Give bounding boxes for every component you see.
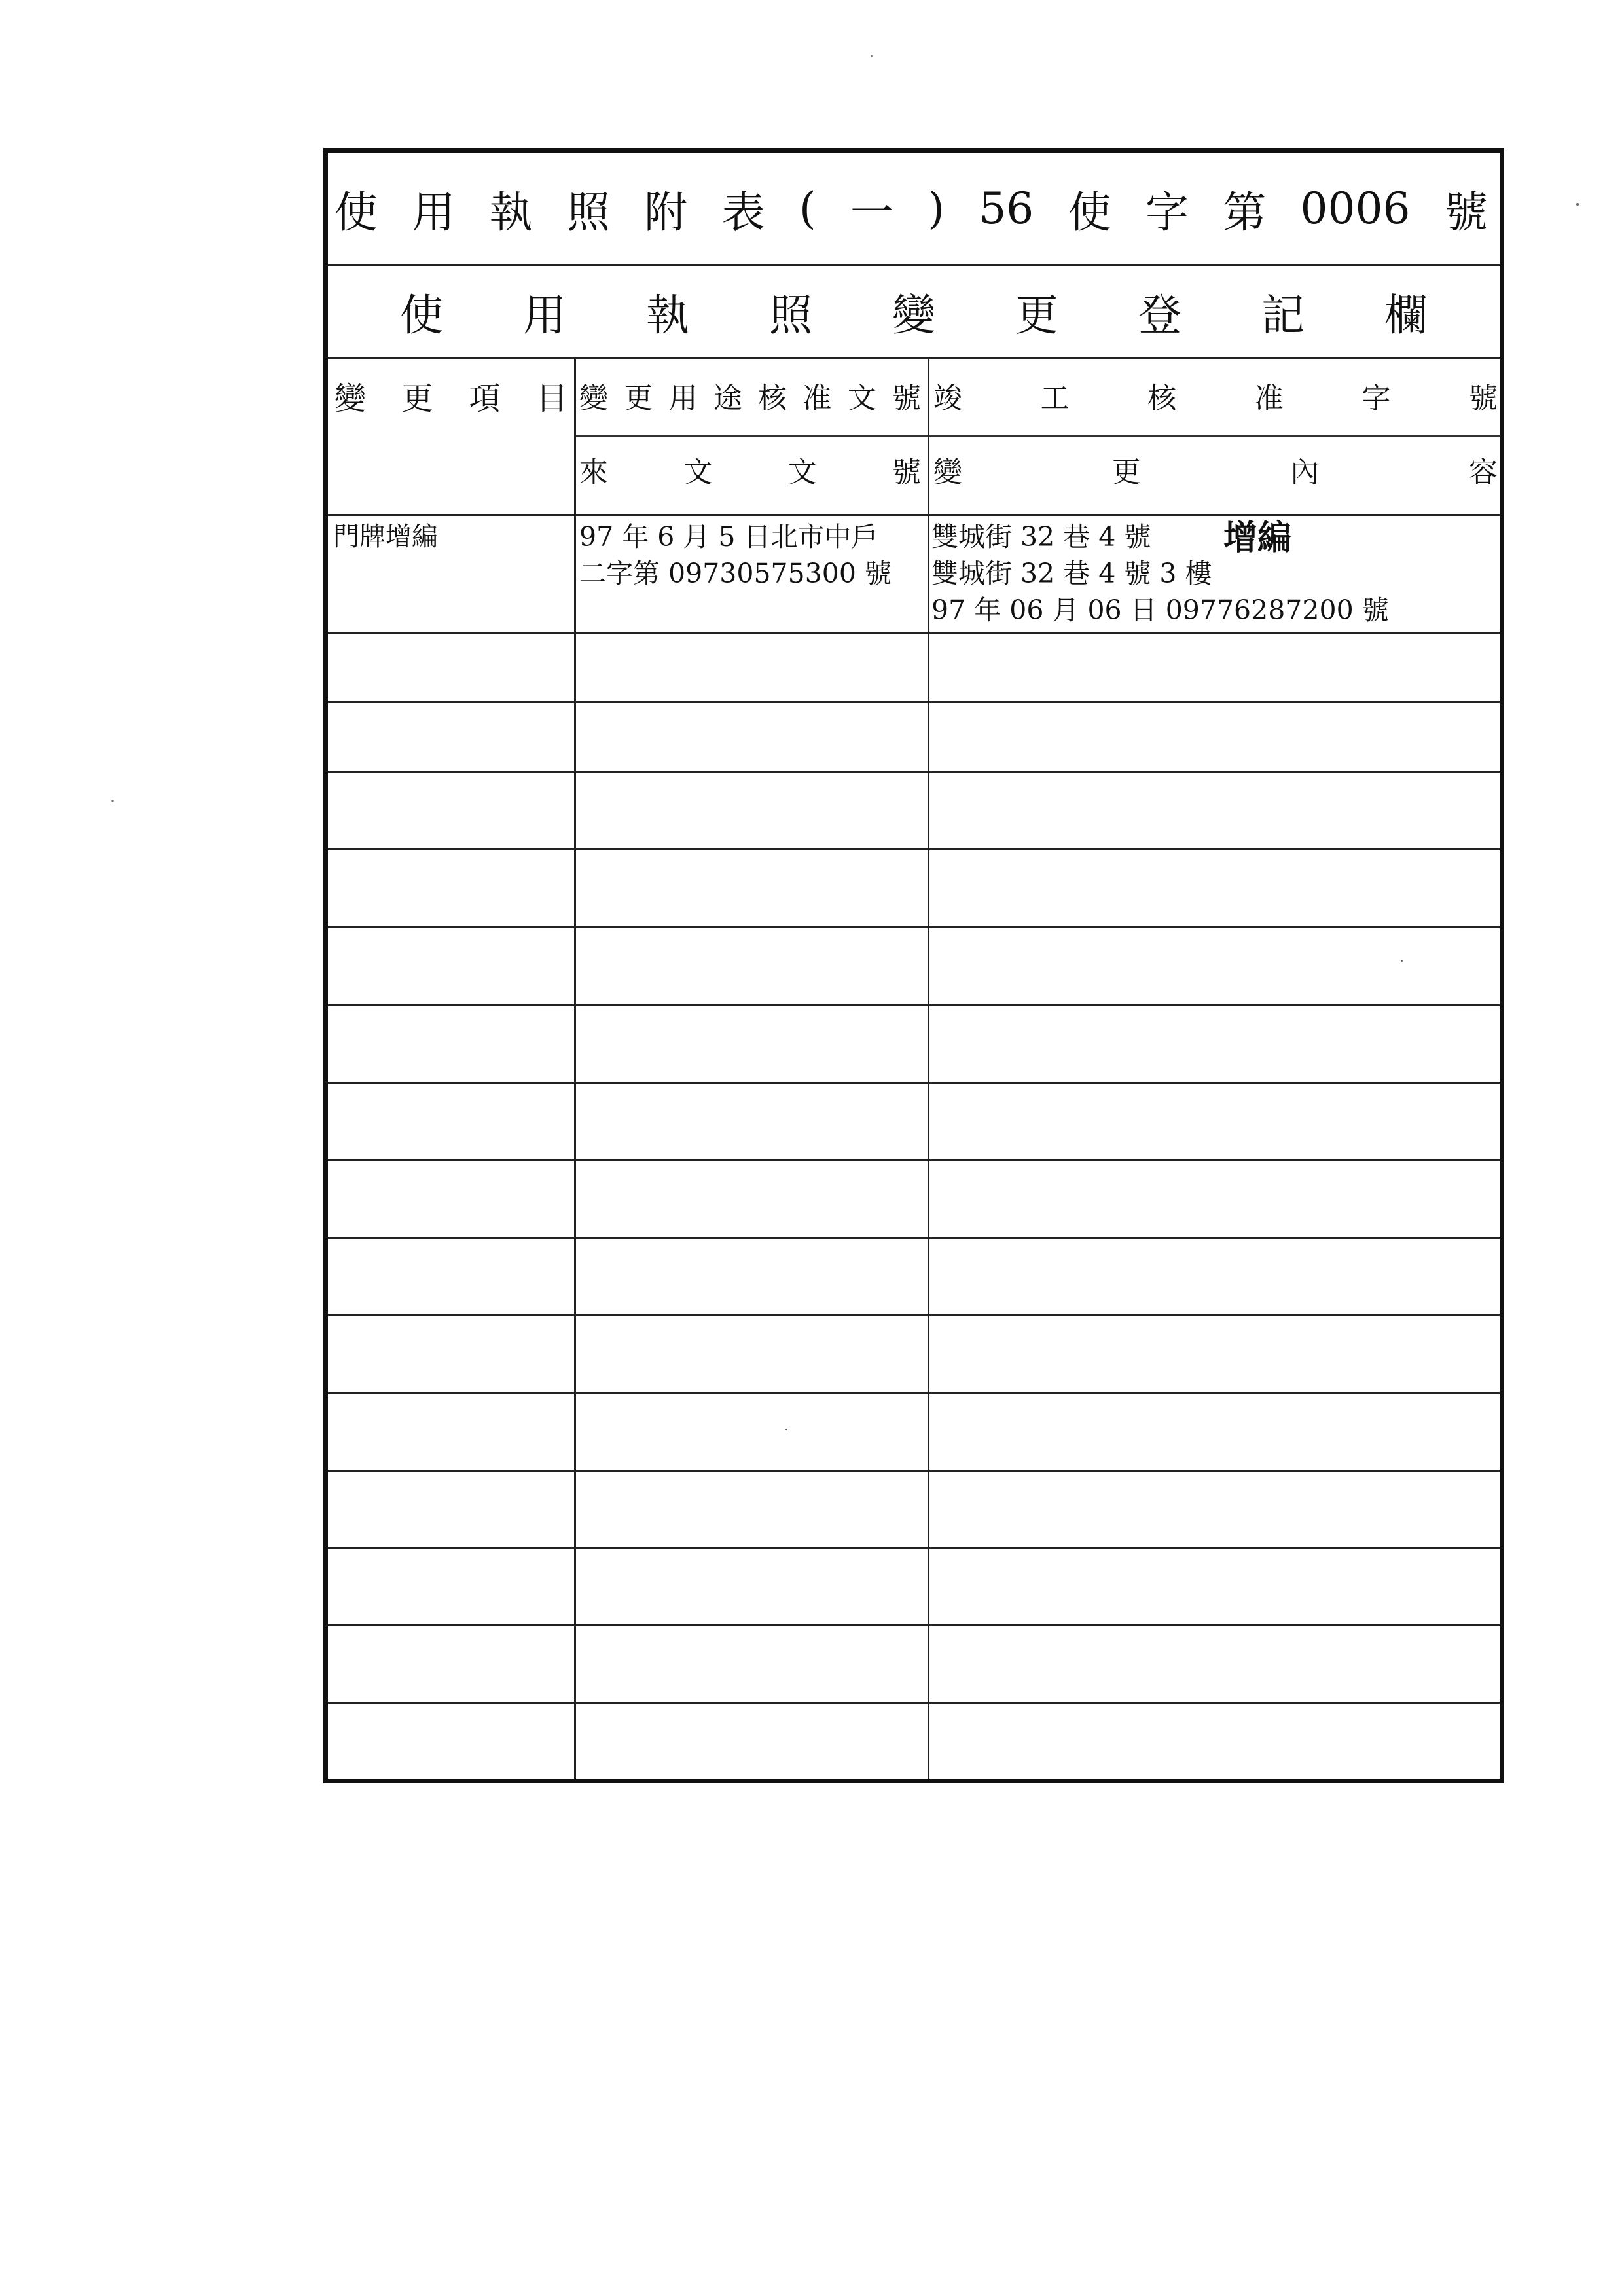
header-char: 容: [1468, 456, 1498, 489]
row-divider: [328, 632, 1500, 634]
row-divider: [328, 1159, 1500, 1161]
header-completion-approval-no: [933, 363, 1498, 428]
row-divider: [328, 1470, 1500, 1472]
subtitle-char: 變: [892, 289, 935, 340]
title-char: 字: [1145, 187, 1189, 238]
header-char: 文: [847, 382, 876, 415]
row-divider: [328, 848, 1500, 850]
header-char: 來: [579, 456, 608, 489]
row-divider: [328, 1004, 1500, 1006]
row-divider: [328, 1624, 1500, 1626]
header-char: 文: [787, 456, 817, 489]
scan-speck: [785, 1429, 787, 1430]
title-char: 56: [979, 183, 1034, 234]
subtitle-char: 更: [1015, 289, 1058, 340]
subtitle-char: 登: [1138, 289, 1181, 340]
header-char: 更: [401, 380, 433, 417]
subtitle-char: 照: [769, 289, 812, 340]
header-char: 用: [668, 382, 698, 415]
title-char: 號: [1444, 187, 1488, 238]
scan-speck: [111, 800, 114, 802]
header-char: 文: [683, 456, 713, 489]
header-char: 工: [1040, 382, 1070, 415]
scan-speck: [871, 55, 873, 57]
header-incoming-doc-no: [579, 439, 921, 500]
scan-speck: [1576, 203, 1579, 206]
entry-content-line2: 雙城街 32 巷 4 號 3 樓: [931, 558, 1212, 589]
subtitle-char: 用: [523, 289, 566, 340]
header-char: 竣: [933, 382, 962, 415]
divider: [328, 357, 1500, 359]
entry-content-line3: 97 年 06 月 06 日 09776287200 號: [931, 594, 1389, 626]
title-char: ): [928, 183, 945, 234]
license-change-register-form: [323, 148, 1504, 1783]
row-divider: [328, 1237, 1500, 1239]
header-change-item: [334, 363, 568, 428]
header-char: 准: [1254, 382, 1284, 415]
title-char: (: [799, 183, 816, 234]
row-divider: [328, 926, 1500, 928]
title-char: 附: [644, 187, 688, 238]
form-title: [334, 172, 1488, 244]
title-char: 使: [1068, 187, 1111, 238]
column-separator: [574, 357, 576, 1779]
title-char: 0006: [1300, 183, 1411, 234]
entry-doc-line1: 97 年 6 月 5 日北市中戶: [579, 521, 878, 553]
header-char: 號: [1468, 382, 1498, 415]
header-char: 途: [713, 382, 742, 415]
entry-item: 門牌增編: [333, 522, 438, 552]
header-char: 變: [334, 380, 367, 417]
header-char: 更: [624, 382, 653, 415]
header-char: 內: [1290, 456, 1320, 489]
column-separator: [928, 357, 929, 1779]
header-change-content: [933, 439, 1498, 500]
header-char: 項: [469, 380, 501, 417]
header-char: 核: [1147, 382, 1177, 415]
row-divider: [328, 1702, 1500, 1704]
header-char: 號: [892, 456, 921, 489]
header-char: 核: [758, 382, 787, 415]
row-divider: [328, 701, 1500, 703]
row-divider: [328, 1547, 1500, 1549]
row-divider: [328, 1082, 1500, 1084]
title-char: 用: [412, 187, 456, 238]
title-char: 使: [334, 187, 378, 238]
row-divider: [328, 771, 1500, 773]
subtitle-char: 使: [400, 289, 443, 340]
subtitle-char: 執: [646, 289, 689, 340]
form-subtitle: [400, 269, 1428, 353]
subtitle-char: 記: [1261, 289, 1305, 340]
row-divider: [328, 1314, 1500, 1316]
title-char: 第: [1223, 187, 1267, 238]
header-char: 變: [933, 456, 962, 489]
title-char: 一: [850, 187, 893, 238]
title-char: 表: [721, 187, 765, 238]
divider: [328, 514, 1500, 516]
header-char: 變: [579, 382, 608, 415]
header-char: 更: [1111, 456, 1141, 489]
header-char: 號: [892, 382, 921, 415]
header-char: 目: [535, 380, 568, 417]
title-char: 照: [566, 187, 610, 238]
title-char: 執: [489, 187, 533, 238]
subtitle-char: 欄: [1384, 289, 1428, 340]
divider: [574, 435, 1500, 437]
scan-speck: [1401, 960, 1403, 962]
divider: [328, 264, 1500, 266]
entry-doc-line2: 二字第 09730575300 號: [579, 558, 892, 589]
row-divider: [328, 1392, 1500, 1394]
handwritten-annotation: 增編: [1223, 519, 1292, 558]
entry-content-line1: 雙城街 32 巷 4 號: [931, 521, 1151, 553]
header-usage-approval-no: [579, 363, 921, 428]
header-char: 准: [802, 382, 832, 415]
header-char: 字: [1361, 382, 1391, 415]
